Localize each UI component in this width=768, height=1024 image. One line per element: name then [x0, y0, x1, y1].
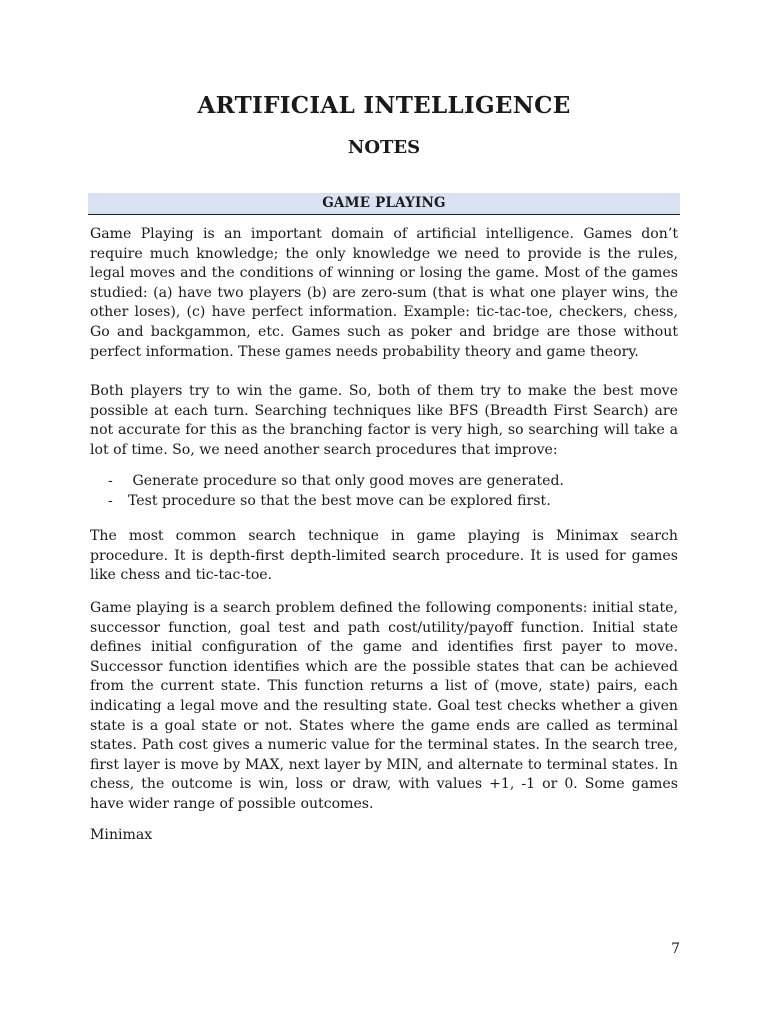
page-title: ARTIFICIAL INTELLIGENCE	[197, 92, 571, 119]
section-heading: GAME PLAYING	[88, 193, 680, 215]
list-item	[108, 492, 678, 512]
paragraph-minimax-intro: The most common search technique in game playing is Minimax search procedure. It is depth-first depth-limited search procedure. It is used for games like chess and tic-tac-toe.	[90, 528, 678, 584]
procedure-list	[108, 472, 678, 511]
page-subtitle: NOTES	[347, 137, 421, 158]
list-item-text: Test procedure so that the best move can be explored first.	[128, 492, 551, 509]
paragraph-intro: Game Playing is an important domain of artificial intelligence. Games don’t require much knowledge; the only knowledge we need to provide is the rules, legal moves and the conditions of winning or losing the game. Most of the games studied: (a) have two players (b) are zero-sum (that is what one player wins, the other loses), (c) have perfect information. Example: tic-tac-toe, checkers, chess, Go and backgammon, etc. Games such as poker and bridge are those without perfect information. These games needs probability theory and game theory.	[90, 226, 678, 360]
paragraph-minimax-heading: Minimax	[90, 827, 153, 843]
list-item-text: Generate procedure so that only good moves are generated.	[128, 473, 564, 489]
list-item	[108, 472, 678, 492]
paragraph-search-need: Both players try to win the game. So, both of them try to make the best move possible at each turn. Searching techniques like BFS (Breadth First Search) are not accurate for this as the branching factor is very high, so searching will take a lot of time. So, we need another search procedures that improve:	[90, 383, 678, 458]
bullet-marker: -	[108, 473, 113, 489]
paragraph-components: Game playing is a search problem defined the following components: initial state, successor function, goal test and path cost/utility/payoff function. Initial state defines initial configuration of the game and identifies first payer to move. Successor function identifies which are the possible states that can be achieved from the current state. This function returns a list of (move, state) pairs, each indicating a legal move and the resulting state. Goal test checks whether a given state is a goal state or not. States where the game ends are called as terminal states. Path cost gives a numeric value for the terminal states. In the search tree, first layer is move by MAX, next layer by MIN, and alternate to terminal states. In chess, the outcome is win, loss or draw, with values +1, -1 or 0. Some games have wider range of possible outcomes.	[90, 600, 678, 812]
bullet-marker: -	[108, 492, 113, 509]
page-number: 7	[671, 941, 680, 957]
